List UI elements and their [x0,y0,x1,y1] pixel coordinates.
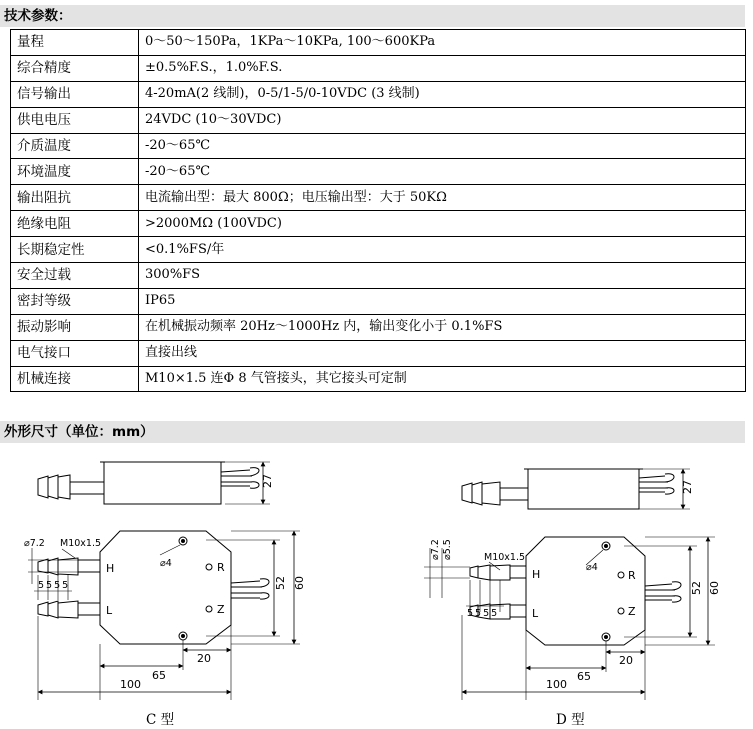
drawing-d [424,469,721,700]
c-label-z: Z [217,603,225,616]
spec-value: 电流输出型：最大 800Ω；电压输出型：大于 50KΩ [139,185,746,211]
d-dim-100: 100 [546,678,567,691]
d-label-z: Z [628,605,636,618]
spec-label: 绝缘电阻 [11,211,139,237]
d-side-view [462,469,690,509]
c-side-view [38,462,270,504]
c-dim-100: 100 [120,678,141,691]
d-label-h: H [532,568,541,581]
spec-value: -20～65℃ [139,159,746,185]
spec-value: >2000MΩ (100VDC) [139,211,746,237]
spec-label: 机械连接 [11,366,139,392]
d-dim-65: 65 [577,670,591,683]
c-dim-spacing: 5555 [38,580,71,591]
spec-label: 介质温度 [11,133,139,159]
c-label-r: R [217,561,225,574]
c-dim-hole: ⌀4 [160,558,172,569]
c-dim-20: 20 [197,652,211,665]
spec-label: 综合精度 [11,55,139,81]
c-label-l: L [106,604,113,617]
dimension-section-title: 外形尺寸（单位：mm） [0,421,745,443]
spec-value: IP65 [139,288,746,314]
spec-label: 安全过载 [11,263,139,289]
spec-label: 环境温度 [11,159,139,185]
spec-value: M10×1.5 连Φ 8 气管接头，其它接头可定制 [139,366,746,392]
d-dim-spacing: 5555 [467,608,500,619]
caption-d-type: D 型 [556,712,585,728]
c-dim-52: 52 [274,576,287,590]
spec-value: -20～65℃ [139,133,746,159]
spec-value: 在机械振动频率 20Hz～1000Hz 内，输出变化小于 0.1%FS [139,314,746,340]
c-dim-65: 65 [152,669,166,682]
d-dim-60: 60 [708,581,721,595]
d-label-r: R [628,569,636,582]
d-dim-height: 27 [681,480,694,494]
d-dim-port-diameter: ⌀7.2 [430,539,441,560]
d-dim-thread: M10x1.5 [484,552,526,563]
spec-value: <0.1%FS/年 [139,237,746,263]
spec-value: 0～50～150Pa，1KPa～10KPa, 100～600KPa [139,30,746,56]
spec-label: 密封等级 [11,288,139,314]
spec-label: 输出阻抗 [11,185,139,211]
spec-value: ±0.5%F.S.，1.0%F.S. [139,55,746,81]
drawing-c [24,462,306,700]
d-label-l: L [532,607,539,620]
spec-label: 电气接口 [11,340,139,366]
spec-label: 长期稳定性 [11,237,139,263]
d-dim-port-inner: ⌀5.5 [442,539,453,560]
d-dim-20: 20 [619,654,633,667]
c-dim-60: 60 [293,576,306,590]
c-dim-port-diameter: ⌀7.2 [24,538,45,549]
spec-label: 振动影响 [11,314,139,340]
spec-label: 信号输出 [11,81,139,107]
spec-label: 供电电压 [11,107,139,133]
caption-c-type: C 型 [146,712,175,728]
c-label-h: H [106,562,115,575]
spec-value: 4-20mA(2 线制)，0-5/1-5/0-10VDC (3 线制) [139,81,746,107]
c-dim-height: 27 [261,474,274,488]
d-dim-hole: ⌀4 [586,562,598,573]
spec-value: 直接出线 [139,340,746,366]
c-dim-thread: M10x1.5 [60,538,102,549]
spec-label: 量程 [11,30,139,56]
d-dim-52: 52 [690,581,703,595]
spec-section-title: 技术参数： [0,5,745,27]
spec-value: 24VDC (10～30VDC) [139,107,746,133]
spec-value: 300%FS [139,263,746,289]
